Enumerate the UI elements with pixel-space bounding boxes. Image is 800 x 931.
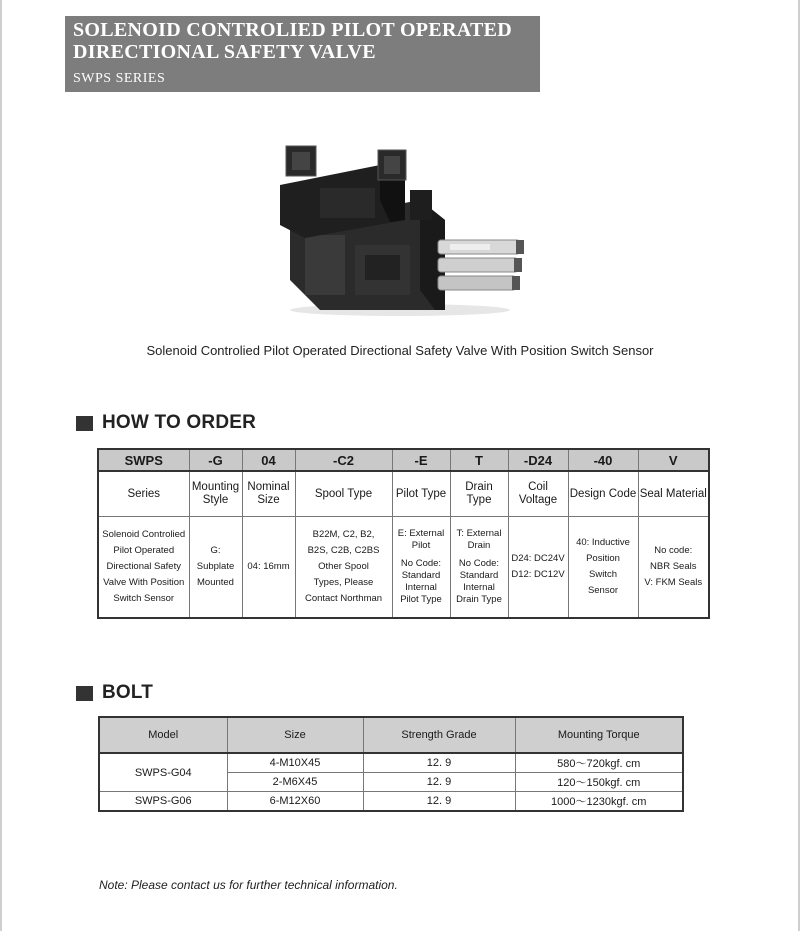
cell-line: Subplate	[196, 561, 235, 572]
column-header: Mounting Torque	[515, 717, 683, 753]
cell-line: Pilot Type	[400, 594, 442, 605]
order-header-row	[98, 471, 709, 517]
header-cell	[568, 471, 638, 517]
size-cell: 2-M6X45	[227, 773, 363, 792]
cell-line: Pilot Type	[395, 487, 447, 500]
description-cell	[638, 517, 709, 619]
cell-line: Standard	[459, 570, 499, 581]
description-cell	[450, 517, 508, 619]
cell-line: Voltage	[518, 494, 558, 506]
series-label: SWPS SERIES	[73, 71, 166, 86]
cell-line: B22M, C2, B2,	[312, 529, 375, 540]
table-row	[99, 792, 683, 812]
header-cell	[508, 471, 568, 517]
cell-line: Internal	[405, 582, 437, 593]
cell-line: No Code:	[400, 558, 442, 569]
how-to-order-heading	[76, 412, 256, 434]
code-cell: -D24	[508, 449, 568, 471]
cell-line: Directional Safety	[106, 561, 181, 572]
description-cell	[242, 517, 295, 619]
cell-line: Mounting	[191, 481, 240, 493]
bolt-title: BOLT	[102, 682, 154, 703]
cell-line: Position	[586, 553, 620, 564]
size-cell: 6-M12X60	[227, 792, 363, 812]
code-cell: -40	[568, 449, 638, 471]
description-cell	[98, 517, 189, 619]
cell-line: B2S, C2B, C2BS	[307, 545, 380, 556]
bolt-table	[98, 716, 684, 812]
cell-line: NBR Seals	[650, 561, 697, 572]
cell-line: 04: 16mm	[247, 561, 290, 572]
header-cell	[189, 471, 242, 517]
product-caption: Solenoid Controlied Pilot Operated Directional Safety Valve With Position Switch Sensor	[146, 343, 654, 358]
cell-line: Series	[127, 487, 161, 500]
cell-line: No code:	[654, 545, 693, 556]
title-banner	[65, 16, 540, 92]
cell-line: Seal Material	[639, 487, 707, 500]
bolt-heading	[76, 682, 153, 704]
cell-line: Design Code	[569, 487, 637, 500]
how-to-order-title: HOW TO ORDER	[102, 412, 257, 433]
cell-line: Size	[257, 494, 280, 506]
how-to-order-table	[97, 448, 710, 619]
cell-line: Contact Northman	[304, 593, 383, 604]
cell-line: Mounted	[197, 577, 234, 588]
cell-line: G:	[210, 545, 221, 556]
cell-line: Switch Sensor	[113, 593, 175, 604]
model-cell: SWPS-G06	[99, 792, 227, 812]
column-header: Size	[227, 717, 363, 753]
cell-line: No Code:	[458, 558, 500, 569]
description-cell	[568, 517, 638, 619]
header-cell	[638, 471, 709, 517]
grade-cell: 12. 9	[363, 773, 515, 792]
cell-line: D12: DC12V	[511, 569, 565, 580]
cell-line: Valve With Position	[103, 577, 185, 588]
square-bullet-icon	[76, 686, 93, 701]
cell-line: Switch	[589, 569, 617, 580]
cell-line: Coil	[528, 481, 548, 493]
code-cell: 04	[242, 449, 295, 471]
column-header: Strength Grade	[363, 717, 515, 753]
header-cell	[392, 471, 450, 517]
header-cell	[450, 471, 508, 517]
torque-cell: 580～720kgf. cm	[515, 753, 683, 773]
cell-line: Other Spool	[318, 561, 369, 572]
page-title-line1: SOLENOID CONTROLIED PILOT OPERATED	[73, 19, 512, 41]
cell-line: Sensor	[587, 585, 619, 596]
description-cell	[295, 517, 392, 619]
cell-line: Nominal	[247, 481, 290, 493]
grade-cell: 12. 9	[363, 753, 515, 773]
torque-cell: 1000～1230kgf. cm	[515, 792, 683, 812]
order-code-row	[98, 449, 709, 471]
bolt-header-row	[99, 717, 683, 753]
cell-line: Pilot Operated	[113, 545, 175, 556]
code-cell: SWPS	[98, 449, 189, 471]
grade-cell: 12. 9	[363, 792, 515, 812]
cell-line: T: External	[456, 528, 502, 539]
cell-line: Standard	[401, 570, 441, 581]
description-cell	[189, 517, 242, 619]
valve-product-image	[270, 140, 535, 320]
header-cell	[295, 471, 392, 517]
code-cell: -E	[392, 449, 450, 471]
square-bullet-icon	[76, 416, 93, 431]
header-cell	[98, 471, 189, 517]
cell-line: Types, Please	[313, 577, 374, 588]
cell-line: Drain Type	[465, 481, 493, 506]
header-cell	[242, 471, 295, 517]
column-header: Model	[99, 717, 227, 753]
cell-line: Spool Type	[314, 487, 373, 500]
code-cell: V	[638, 449, 709, 471]
cell-line: Style	[202, 494, 229, 506]
description-cell	[508, 517, 568, 619]
page-title-line2: DIRECTIONAL SAFETY VALVE	[73, 41, 376, 63]
cell-line: Pilot	[411, 540, 431, 551]
cell-line: Drain Type	[456, 594, 502, 605]
cell-line: E: External	[397, 528, 445, 539]
cell-line: Solenoid Controlied	[102, 529, 186, 540]
page-border-left	[0, 0, 2, 931]
cell-line: Drain	[467, 540, 491, 551]
code-cell: -C2	[295, 449, 392, 471]
cell-line: V: FKM Seals	[644, 577, 703, 588]
footnote: Note: Please contact us for further technical information.	[99, 878, 398, 892]
cell-line: Internal	[463, 582, 495, 593]
torque-cell: 120～150kgf. cm	[515, 773, 683, 792]
size-cell: 4-M10X45	[227, 753, 363, 773]
table-row	[99, 753, 683, 773]
model-cell: SWPS-G04	[99, 753, 227, 792]
description-cell	[392, 517, 450, 619]
cell-line: D24: DC24V	[511, 553, 565, 564]
cell-line: 40: Inductive	[576, 537, 630, 548]
code-cell: -G	[189, 449, 242, 471]
code-cell: T	[450, 449, 508, 471]
order-description-row	[98, 517, 709, 619]
